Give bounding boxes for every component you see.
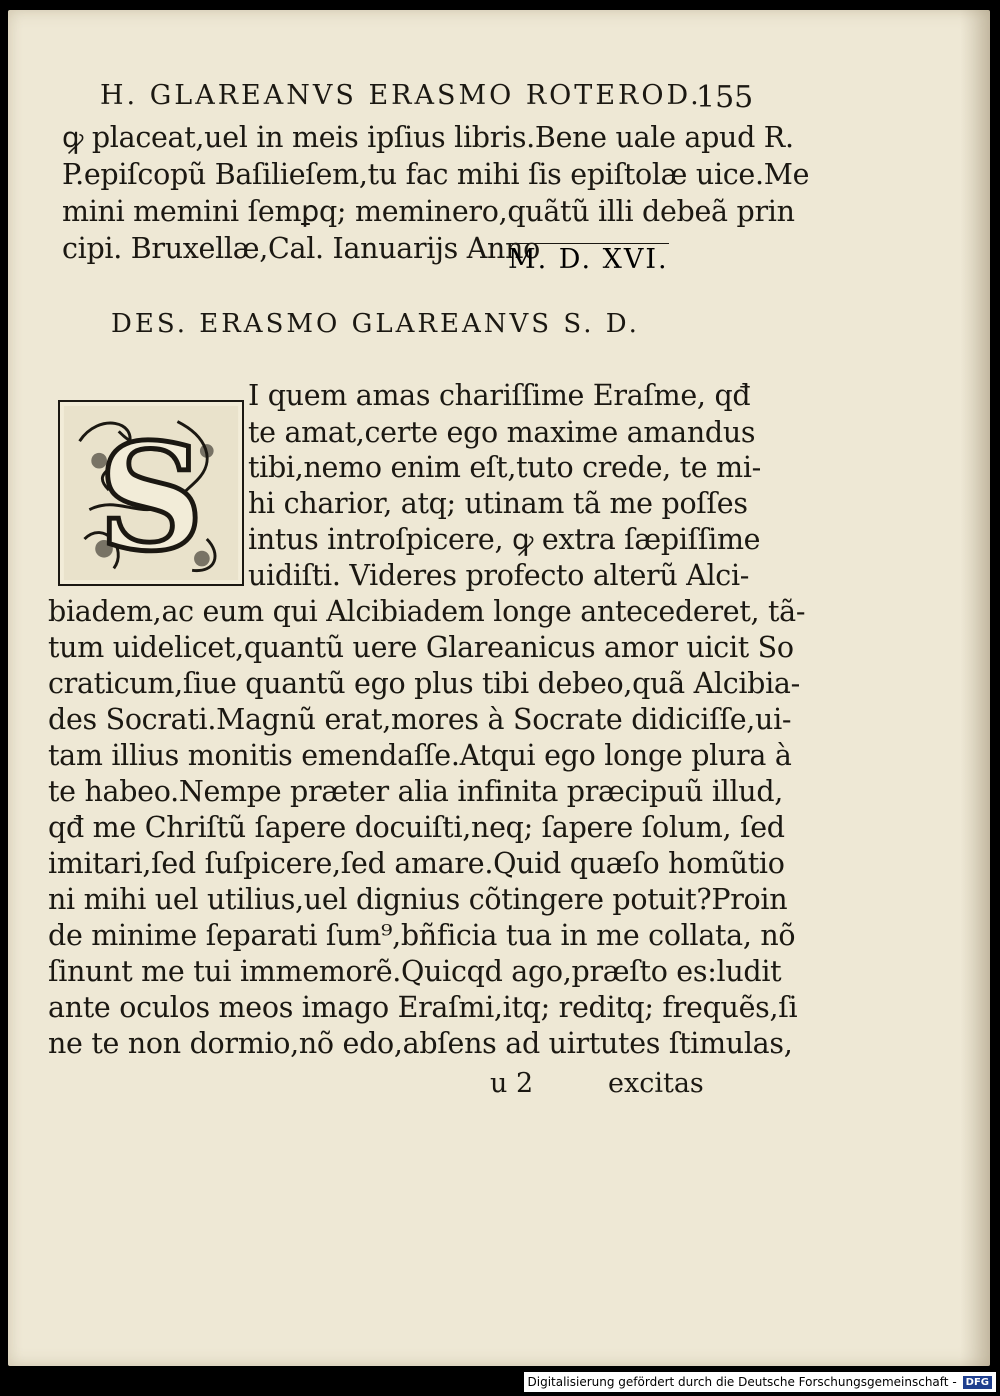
text-line: cipi. Bruxellæ,Cal. Ianuarijs Anno [62,232,540,265]
text-line: mini memini ſemꝑq; meminero,quãtũ illi debeã prin [62,195,795,228]
text-line: ante oculos meos imago Eraſmi,itq; reditq; frequẽs,ſi [48,991,798,1024]
dfg-logo: DFG [963,1376,992,1389]
text-line: ſinunt me tui immemorẽ.Quicqd ago,præſto es:ludit [48,955,782,988]
text-line: intus introſpicere, ꝙ extra ſæpiſſime [248,523,761,556]
footer-credit [524,1372,997,1392]
text-line: te amat,certe ego maxime amandus [248,416,756,449]
text-line: ꝙ placeat,uel in meis ipſius libris.Bene uale apud R. [62,121,794,154]
text-line: tum uidelicet,quantũ uere Glareanicus amor uicit So [48,631,794,664]
ornament-initial-icon [60,402,242,584]
text-line: hi charior, atq; utinam tã me poſſes [248,487,748,520]
text-line: tibi,nemo enim eſt,tuto crede, te mi- [248,451,762,484]
text-line: P.epiſcopũ Baſilieſem,tu fac mihi ſis epiſtolæ uice.Me [62,158,810,191]
initial-letter: S [98,410,204,584]
text-line: ni mihi uel utilius,uel dignius cõtingere potuit?Proin [48,883,788,916]
page-number: 155 [696,80,754,115]
text-line: de minime ſeparati ſum⁹,bñficia tua in me collata, nõ [48,919,796,952]
text-line: uidiſti. Videres profecto alterũ Alci- [248,559,750,592]
text-line: qđ me Chriſtũ ſapere docuiſti,neq; ſapere ſolum, ſed [48,811,785,844]
date-line: M. D. XVI. [508,244,669,275]
text-line: ne te non dormio,nõ edo,abſens ad uirtutes ſtimulas, [48,1027,793,1060]
decorated-initial [58,400,244,586]
catchword: excitas [608,1068,704,1099]
running-head: H. GLAREANVS ERASMO ROTEROD. [100,80,702,111]
text-line: craticum,ſiue quantũ ego plus tibi debeo,quã Alcibia- [48,667,800,700]
text-line: des Socrati.Magnũ erat,mores à Socrate didiciſſe,ui- [48,703,792,736]
footer-text: Digitalisierung gefördert durch die Deutsche Forschungsgemeinschaft - [527,1375,957,1389]
text-line: imitari,ſed ſuſpicere,ſed amare.Quid quæſo homũtio [48,847,785,880]
text-line: biadem,ac eum qui Alcibiadem longe antecederet, tã- [48,595,806,628]
book-page [8,10,990,1366]
letter-heading: DES. ERASMO GLAREANVS S. D. [111,309,640,339]
text-line: te habeo.Nempe præter alia infinita præcipuũ illud, [48,775,784,808]
text-line: I quem amas chariſſime Eraſme, qđ [248,379,751,412]
signature-mark: u 2 [490,1068,534,1099]
text-line: tam illius monitis emendaſſe.Atqui ego longe plura à [48,739,792,772]
